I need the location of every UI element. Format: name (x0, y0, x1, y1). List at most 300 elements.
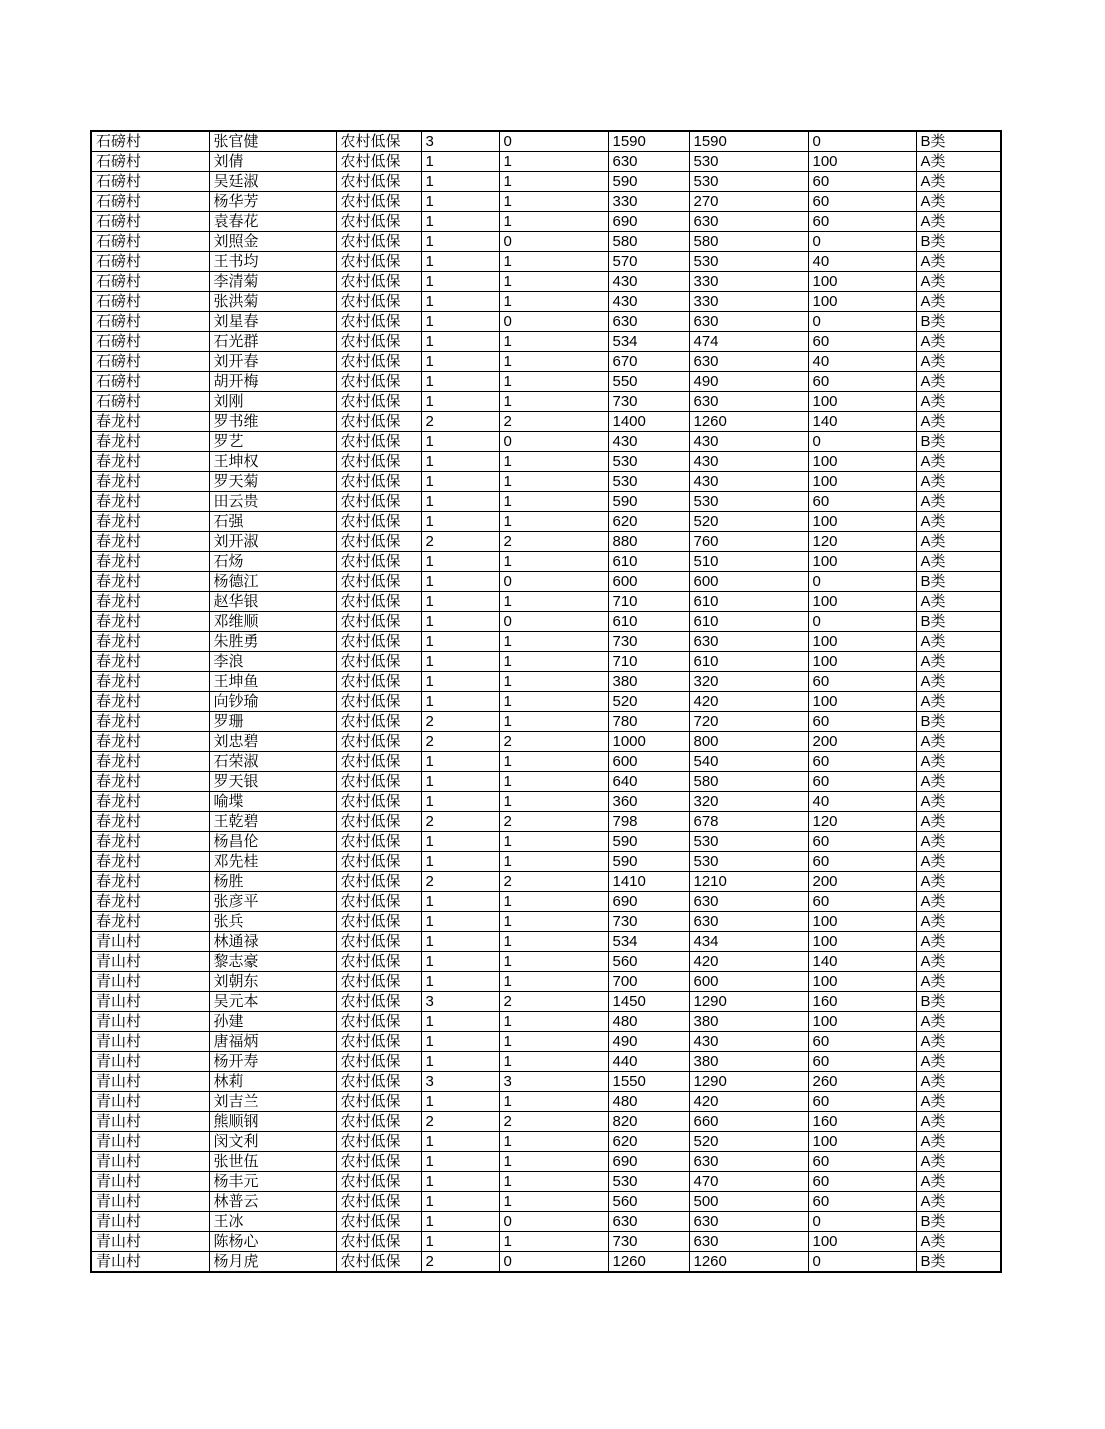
cell-person-name: 石荣淑 (209, 752, 336, 772)
cell-count-1: 1 (421, 752, 499, 772)
cell-village: 青山村 (91, 1232, 209, 1252)
cell-category: A类 (916, 1012, 1001, 1032)
cell-count-2: 1 (499, 252, 608, 272)
cell-amount-supplement: 100 (808, 552, 916, 572)
cell-person-name: 朱胜勇 (209, 632, 336, 652)
cell-person-name: 王坤权 (209, 452, 336, 472)
cell-amount-supplement: 0 (808, 1212, 916, 1232)
cell-count-2: 1 (499, 512, 608, 532)
cell-amount-base: 540 (689, 752, 808, 772)
cell-person-name: 杨月虎 (209, 1252, 336, 1273)
cell-amount-base: 530 (689, 152, 808, 172)
cell-assistance-type: 农村低保 (336, 852, 421, 872)
cell-amount-base: 630 (689, 212, 808, 232)
cell-assistance-type: 农村低保 (336, 1012, 421, 1032)
cell-village: 春龙村 (91, 712, 209, 732)
cell-amount-total: 430 (608, 292, 689, 312)
cell-count-2: 0 (499, 312, 608, 332)
cell-person-name: 杨胜 (209, 872, 336, 892)
cell-assistance-type: 农村低保 (336, 452, 421, 472)
cell-count-1: 1 (421, 612, 499, 632)
cell-person-name: 林普云 (209, 1192, 336, 1212)
cell-amount-base: 420 (689, 1092, 808, 1112)
cell-amount-base: 530 (689, 172, 808, 192)
table-row (91, 952, 1001, 972)
cell-village: 春龙村 (91, 852, 209, 872)
cell-category: B类 (916, 312, 1001, 332)
cell-village: 春龙村 (91, 872, 209, 892)
cell-assistance-type: 农村低保 (336, 492, 421, 512)
cell-person-name: 赵华银 (209, 592, 336, 612)
cell-assistance-type: 农村低保 (336, 1192, 421, 1212)
cell-category: A类 (916, 1112, 1001, 1132)
cell-person-name: 杨华芳 (209, 192, 336, 212)
cell-category: B类 (916, 432, 1001, 452)
cell-count-1: 1 (421, 952, 499, 972)
cell-count-2: 1 (499, 592, 608, 612)
cell-count-2: 1 (499, 392, 608, 412)
cell-person-name: 唐福炳 (209, 1032, 336, 1052)
cell-category: A类 (916, 212, 1001, 232)
cell-village: 春龙村 (91, 512, 209, 532)
cell-amount-supplement: 200 (808, 872, 916, 892)
cell-amount-base: 270 (689, 192, 808, 212)
cell-count-2: 2 (499, 992, 608, 1012)
cell-village: 青山村 (91, 1112, 209, 1132)
table-row (91, 672, 1001, 692)
cell-village: 青山村 (91, 1212, 209, 1232)
cell-amount-total: 560 (608, 952, 689, 972)
cell-assistance-type: 农村低保 (336, 372, 421, 392)
cell-amount-total: 710 (608, 652, 689, 672)
table-row (91, 712, 1001, 732)
cell-count-1: 1 (421, 1212, 499, 1232)
cell-amount-base: 600 (689, 972, 808, 992)
cell-person-name: 罗珊 (209, 712, 336, 732)
cell-count-2: 1 (499, 172, 608, 192)
cell-person-name: 刘开淑 (209, 532, 336, 552)
cell-assistance-type: 农村低保 (336, 1152, 421, 1172)
cell-assistance-type: 农村低保 (336, 1052, 421, 1072)
cell-amount-supplement: 100 (808, 912, 916, 932)
cell-count-1: 1 (421, 172, 499, 192)
cell-count-1: 2 (421, 1252, 499, 1273)
cell-assistance-type: 农村低保 (336, 1252, 421, 1273)
cell-person-name: 刘开春 (209, 352, 336, 372)
cell-amount-base: 430 (689, 472, 808, 492)
table-row (91, 212, 1001, 232)
cell-amount-base: 580 (689, 232, 808, 252)
cell-person-name: 王书均 (209, 252, 336, 272)
cell-category: A类 (916, 1092, 1001, 1112)
table-row (91, 652, 1001, 672)
cell-count-1: 1 (421, 232, 499, 252)
cell-category: A类 (916, 672, 1001, 692)
cell-count-2: 1 (499, 692, 608, 712)
cell-assistance-type: 农村低保 (336, 732, 421, 752)
cell-category: A类 (916, 1232, 1001, 1252)
cell-village: 石磅村 (91, 272, 209, 292)
cell-amount-total: 1260 (608, 1252, 689, 1273)
cell-amount-base: 380 (689, 1052, 808, 1072)
cell-count-2: 0 (499, 232, 608, 252)
cell-category: A类 (916, 332, 1001, 352)
cell-count-1: 1 (421, 652, 499, 672)
cell-amount-supplement: 60 (808, 1172, 916, 1192)
cell-assistance-type: 农村低保 (336, 512, 421, 532)
table-row (91, 612, 1001, 632)
cell-category: A类 (916, 292, 1001, 312)
cell-category: B类 (916, 1212, 1001, 1232)
cell-category: A类 (916, 812, 1001, 832)
cell-count-2: 2 (499, 872, 608, 892)
cell-village: 春龙村 (91, 692, 209, 712)
cell-amount-total: 560 (608, 1192, 689, 1212)
table-row (91, 372, 1001, 392)
cell-amount-total: 610 (608, 612, 689, 632)
cell-count-2: 2 (499, 732, 608, 752)
cell-person-name: 吴廷淑 (209, 172, 336, 192)
cell-count-2: 1 (499, 932, 608, 952)
cell-village: 春龙村 (91, 412, 209, 432)
cell-person-name: 罗艺 (209, 432, 336, 452)
cell-category: A类 (916, 852, 1001, 872)
table-row (91, 832, 1001, 852)
cell-amount-base: 320 (689, 792, 808, 812)
cell-amount-total: 730 (608, 632, 689, 652)
cell-amount-supplement: 60 (808, 1032, 916, 1052)
cell-count-2: 1 (499, 712, 608, 732)
table-body (91, 131, 1001, 1272)
cell-amount-supplement: 100 (808, 152, 916, 172)
cell-amount-base: 470 (689, 1172, 808, 1192)
table-row (91, 131, 1001, 152)
cell-count-1: 1 (421, 452, 499, 472)
cell-assistance-type: 农村低保 (336, 1172, 421, 1192)
cell-amount-supplement: 60 (808, 332, 916, 352)
table-row (91, 1192, 1001, 1212)
cell-village: 石磅村 (91, 212, 209, 232)
cell-amount-total: 630 (608, 312, 689, 332)
table-row (91, 1252, 1001, 1273)
cell-assistance-type: 农村低保 (336, 592, 421, 612)
cell-assistance-type: 农村低保 (336, 232, 421, 252)
cell-assistance-type: 农村低保 (336, 1112, 421, 1132)
cell-assistance-type: 农村低保 (336, 172, 421, 192)
cell-amount-supplement: 160 (808, 992, 916, 1012)
table-row (91, 252, 1001, 272)
cell-count-2: 0 (499, 612, 608, 632)
cell-count-2: 1 (499, 1172, 608, 1192)
cell-count-1: 1 (421, 592, 499, 612)
table-row (91, 1052, 1001, 1072)
cell-person-name: 王乾碧 (209, 812, 336, 832)
cell-amount-total: 530 (608, 452, 689, 472)
cell-person-name: 刘朝东 (209, 972, 336, 992)
cell-count-1: 1 (421, 292, 499, 312)
cell-count-1: 1 (421, 152, 499, 172)
cell-village: 春龙村 (91, 652, 209, 672)
cell-amount-base: 420 (689, 952, 808, 972)
cell-category: B类 (916, 232, 1001, 252)
cell-count-1: 2 (421, 1112, 499, 1132)
cell-person-name: 陈杨心 (209, 1232, 336, 1252)
cell-category: A类 (916, 352, 1001, 372)
table-row (91, 792, 1001, 812)
cell-amount-total: 670 (608, 352, 689, 372)
cell-amount-total: 1410 (608, 872, 689, 892)
cell-count-2: 1 (499, 332, 608, 352)
cell-assistance-type: 农村低保 (336, 472, 421, 492)
cell-village: 石磅村 (91, 292, 209, 312)
cell-amount-supplement: 0 (808, 232, 916, 252)
cell-amount-total: 600 (608, 572, 689, 592)
cell-category: B类 (916, 1252, 1001, 1273)
cell-count-1: 3 (421, 992, 499, 1012)
cell-count-1: 1 (421, 432, 499, 452)
cell-amount-supplement: 60 (808, 192, 916, 212)
cell-amount-base: 630 (689, 312, 808, 332)
cell-amount-total: 730 (608, 912, 689, 932)
cell-amount-total: 480 (608, 1092, 689, 1112)
cell-count-2: 1 (499, 272, 608, 292)
cell-count-1: 1 (421, 392, 499, 412)
cell-amount-base: 434 (689, 932, 808, 952)
cell-count-2: 1 (499, 1132, 608, 1152)
table-row (91, 172, 1001, 192)
cell-person-name: 孙建 (209, 1012, 336, 1032)
cell-person-name: 王坤鱼 (209, 672, 336, 692)
cell-count-2: 1 (499, 192, 608, 212)
cell-count-2: 0 (499, 432, 608, 452)
cell-category: A类 (916, 732, 1001, 752)
cell-amount-base: 430 (689, 432, 808, 452)
cell-count-2: 1 (499, 752, 608, 772)
cell-amount-supplement: 160 (808, 1112, 916, 1132)
cell-person-name: 闵文利 (209, 1132, 336, 1152)
cell-category: A类 (916, 252, 1001, 272)
cell-village: 春龙村 (91, 432, 209, 452)
cell-assistance-type: 农村低保 (336, 632, 421, 652)
cell-person-name: 袁春花 (209, 212, 336, 232)
cell-count-2: 1 (499, 1152, 608, 1172)
cell-assistance-type: 农村低保 (336, 612, 421, 632)
cell-person-name: 田云贵 (209, 492, 336, 512)
table-row (91, 812, 1001, 832)
cell-assistance-type: 农村低保 (336, 972, 421, 992)
cell-amount-total: 590 (608, 852, 689, 872)
table-row (91, 872, 1001, 892)
cell-amount-supplement: 0 (808, 572, 916, 592)
cell-assistance-type: 农村低保 (336, 912, 421, 932)
cell-assistance-type: 农村低保 (336, 152, 421, 172)
cell-village: 春龙村 (91, 452, 209, 472)
cell-village: 青山村 (91, 972, 209, 992)
cell-count-1: 1 (421, 1032, 499, 1052)
cell-amount-total: 690 (608, 1152, 689, 1172)
cell-amount-total: 730 (608, 1232, 689, 1252)
cell-count-1: 1 (421, 672, 499, 692)
cell-village: 春龙村 (91, 892, 209, 912)
cell-amount-supplement: 60 (808, 1192, 916, 1212)
cell-village: 春龙村 (91, 572, 209, 592)
cell-village: 石磅村 (91, 392, 209, 412)
cell-count-1: 2 (421, 412, 499, 432)
cell-category: B类 (916, 992, 1001, 1012)
cell-count-1: 1 (421, 632, 499, 652)
cell-amount-base: 610 (689, 652, 808, 672)
cell-amount-base: 1290 (689, 1072, 808, 1092)
cell-amount-supplement: 60 (808, 492, 916, 512)
table-row (91, 892, 1001, 912)
cell-assistance-type: 农村低保 (336, 292, 421, 312)
cell-village: 青山村 (91, 1132, 209, 1152)
cell-count-2: 1 (499, 452, 608, 472)
cell-amount-base: 720 (689, 712, 808, 732)
cell-village: 青山村 (91, 1192, 209, 1212)
cell-count-2: 0 (499, 131, 608, 152)
cell-count-1: 1 (421, 692, 499, 712)
cell-count-1: 2 (421, 532, 499, 552)
cell-person-name: 刘倩 (209, 152, 336, 172)
cell-assistance-type: 农村低保 (336, 812, 421, 832)
cell-amount-supplement: 100 (808, 292, 916, 312)
cell-person-name: 杨昌伦 (209, 832, 336, 852)
cell-village: 石磅村 (91, 232, 209, 252)
cell-person-name: 罗天银 (209, 772, 336, 792)
cell-person-name: 林通禄 (209, 932, 336, 952)
table-row (91, 192, 1001, 212)
cell-count-1: 1 (421, 792, 499, 812)
cell-count-2: 1 (499, 212, 608, 232)
cell-amount-base: 760 (689, 532, 808, 552)
cell-village: 石磅村 (91, 312, 209, 332)
cell-amount-total: 820 (608, 1112, 689, 1132)
cell-amount-base: 420 (689, 692, 808, 712)
cell-category: A类 (916, 172, 1001, 192)
cell-amount-base: 530 (689, 252, 808, 272)
cell-person-name: 石炀 (209, 552, 336, 572)
table-row (91, 1212, 1001, 1232)
cell-count-2: 0 (499, 1212, 608, 1232)
cell-amount-supplement: 40 (808, 352, 916, 372)
cell-assistance-type: 农村低保 (336, 352, 421, 372)
cell-person-name: 林莉 (209, 1072, 336, 1092)
table-row (91, 232, 1001, 252)
cell-category: A类 (916, 692, 1001, 712)
cell-amount-supplement: 60 (808, 852, 916, 872)
cell-amount-base: 530 (689, 832, 808, 852)
cell-assistance-type: 农村低保 (336, 332, 421, 352)
cell-amount-base: 630 (689, 392, 808, 412)
cell-amount-total: 640 (608, 772, 689, 792)
cell-count-1: 2 (421, 712, 499, 732)
cell-village: 春龙村 (91, 752, 209, 772)
cell-count-1: 1 (421, 472, 499, 492)
table-row (91, 1152, 1001, 1172)
table-row (91, 332, 1001, 352)
table-row (91, 912, 1001, 932)
cell-amount-total: 380 (608, 672, 689, 692)
cell-amount-supplement: 0 (808, 131, 916, 152)
cell-amount-supplement: 60 (808, 712, 916, 732)
table-row (91, 932, 1001, 952)
cell-count-1: 1 (421, 852, 499, 872)
cell-village: 春龙村 (91, 492, 209, 512)
cell-amount-supplement: 60 (808, 1152, 916, 1172)
cell-count-2: 1 (499, 772, 608, 792)
cell-assistance-type: 农村低保 (336, 552, 421, 572)
cell-count-1: 1 (421, 912, 499, 932)
table-row (91, 1232, 1001, 1252)
cell-assistance-type: 农村低保 (336, 712, 421, 732)
cell-category: A类 (916, 892, 1001, 912)
cell-count-1: 1 (421, 552, 499, 572)
table-row (91, 1132, 1001, 1152)
cell-amount-base: 510 (689, 552, 808, 572)
table-row (91, 312, 1001, 332)
cell-amount-supplement: 120 (808, 812, 916, 832)
cell-amount-supplement: 40 (808, 252, 916, 272)
table-row (91, 992, 1001, 1012)
cell-person-name: 向钞瑜 (209, 692, 336, 712)
cell-amount-supplement: 60 (808, 172, 916, 192)
cell-amount-total: 630 (608, 152, 689, 172)
cell-amount-total: 730 (608, 392, 689, 412)
cell-count-2: 1 (499, 1092, 608, 1112)
table-row (91, 272, 1001, 292)
cell-amount-total: 620 (608, 512, 689, 532)
cell-assistance-type: 农村低保 (336, 1072, 421, 1092)
cell-count-1: 1 (421, 572, 499, 592)
cell-amount-base: 330 (689, 272, 808, 292)
cell-village: 青山村 (91, 1052, 209, 1072)
cell-count-1: 2 (421, 732, 499, 752)
cell-amount-base: 800 (689, 732, 808, 752)
cell-count-1: 1 (421, 892, 499, 912)
cell-person-name: 邓先桂 (209, 852, 336, 872)
cell-amount-base: 500 (689, 1192, 808, 1212)
cell-count-1: 1 (421, 252, 499, 272)
cell-category: A类 (916, 1072, 1001, 1092)
cell-count-1: 1 (421, 492, 499, 512)
cell-category: A类 (916, 452, 1001, 472)
cell-assistance-type: 农村低保 (336, 772, 421, 792)
cell-village: 石磅村 (91, 152, 209, 172)
table-row (91, 772, 1001, 792)
cell-count-2: 1 (499, 832, 608, 852)
cell-amount-total: 534 (608, 332, 689, 352)
cell-person-name: 李清菊 (209, 272, 336, 292)
cell-amount-supplement: 140 (808, 412, 916, 432)
cell-amount-supplement: 0 (808, 1252, 916, 1273)
cell-person-name: 李浪 (209, 652, 336, 672)
cell-person-name: 喻堞 (209, 792, 336, 812)
cell-assistance-type: 农村低保 (336, 1232, 421, 1252)
cell-amount-supplement: 100 (808, 1132, 916, 1152)
cell-assistance-type: 农村低保 (336, 1032, 421, 1052)
cell-assistance-type: 农村低保 (336, 952, 421, 972)
cell-category: A类 (916, 872, 1001, 892)
cell-count-1: 2 (421, 812, 499, 832)
cell-category: B类 (916, 712, 1001, 732)
cell-count-1: 1 (421, 372, 499, 392)
cell-amount-supplement: 60 (808, 372, 916, 392)
table-row (91, 1072, 1001, 1092)
cell-assistance-type: 农村低保 (336, 412, 421, 432)
cell-village: 青山村 (91, 1072, 209, 1092)
cell-person-name: 刘照金 (209, 232, 336, 252)
